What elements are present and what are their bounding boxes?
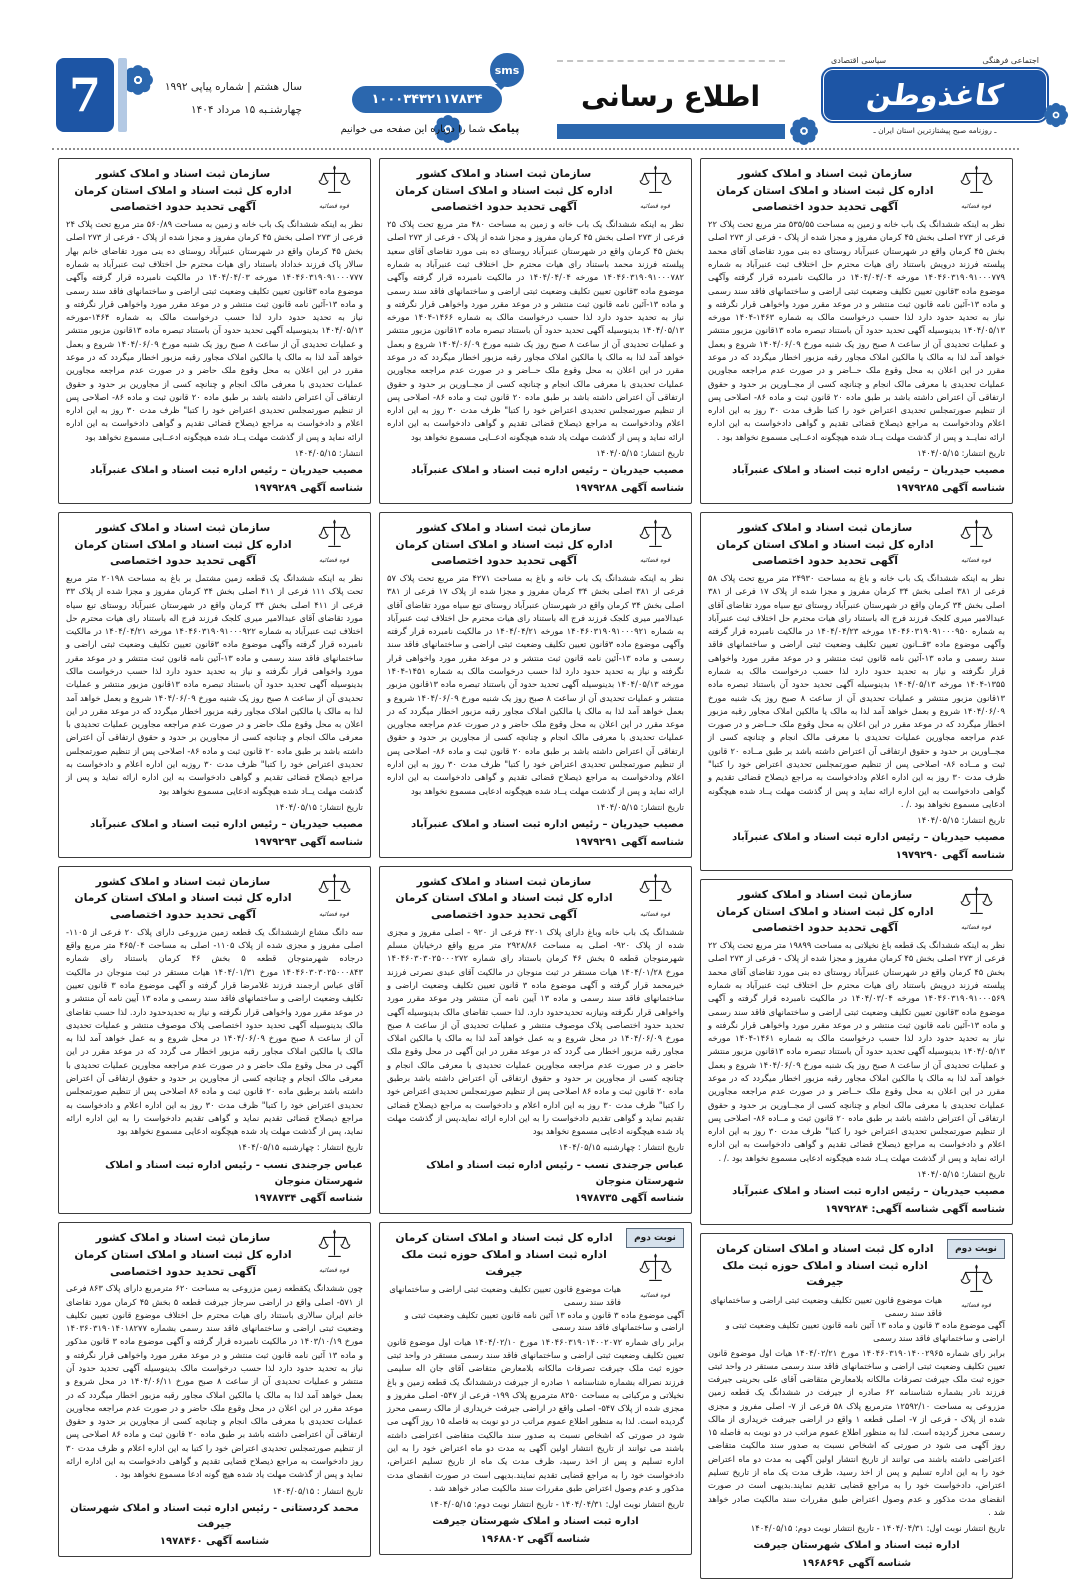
ad-id: شناسه آگهی شناسه آگهی: ۱۹۷۹۲۸۴ (825, 1204, 1005, 1216)
judiciary-caption: قوه قضائیه (961, 1301, 991, 1310)
signer-name: مصیب حیدریان – رئیس اداره ثبت اسناد و املاک عنبرآباد (411, 819, 684, 831)
judiciary-caption: قوه قضائیه (319, 910, 349, 918)
masthead (0, 56, 1071, 156)
notice-header-line: سازمان ثبت اسناد و املاک کشور (737, 167, 913, 180)
legal-notice (58, 866, 371, 1214)
notice-body-text: برابر رای شماره ۱۴۰۴۶۰۳۱۹۰۱۴۰۰۲۹۶۵ مورخ ۱۴۰۴/۰۲/۲۱ هیات اول موضوع قانون تعیین تکلیف وضعیت ثبتی اراضی و ساختمانهای فاقد سند رسمی مستقر در واحد ثبتی حوزه ثبت ملک جیرفت تصرفات مالکانه بلامعارض متقاضی آقای علی بحرینی جیرفت فرزند نادر بشماره شناسنامه ۶۲ صادره از جیرفت در ششدانگ یک قطعه زمین مزروعی به مساحت ۱۲۵۹۲/۱۰ مترمربع پلاک ۵۸ فرعی از ۷- اصلی مفروز و مجزی شده از پلاک - فرعی از ۷- اصلی قطعه ۱ واقع در اراضی جیرفت خریداری از مالک رسمی محرز گردیده است. لذا به منظور اطلاع عموم مراتب در دو نوبت به فاصله ۱۵ روز آگهی می شود در صورتی که اشخاص نسبت به صدور سند مالکیت متقاضی اعتراضی داشته باشند می توانند از تاریخ انتشار اولین آگهی به مدت دو ماه اعتراض خود را به این اداره تسلیم و پس از اخذ رسید، ظرف مدت یک ماه از تاریخ تسلیم اعتراض، دادخواست خود را به مراجع قضایی تقدیم نمایند.بدیهی است در صورت انقضای مدت مذکور و عدم وصول اعتراض طبق مقررات سند مالکیت صادر خواهد شد . (708, 1347, 1006, 1517)
dashed-divider (557, 60, 785, 62)
signer-name: محمد کردستانی - رئیس اداره ثبت اسناد و املاک شهرستان جیرفت (70, 1502, 359, 1530)
title-underline-bar (557, 124, 785, 139)
notice-header-line: سازمان ثبت اسناد و املاک کشور (95, 167, 271, 180)
signer-name: اداره ثبت اسناد و املاک شهرستان جیرفت (753, 1540, 960, 1552)
logo-caption: ـ روزنامه صبح پیشتازترین استان ایران ـ (873, 126, 997, 135)
ad-id: شناسه آگهی ۱۹۷۸۷۳۵ (574, 1193, 684, 1205)
judiciary-caption: قوه قضائیه (319, 556, 349, 565)
newspaper-logo (821, 56, 1049, 135)
logo-title: کاغذوطن (864, 78, 1006, 112)
notice-header-line: اداره کل ثبت اسناد و املاک استان کرمان (395, 1231, 613, 1245)
logo-label-left: سیاسی اقتصادی (831, 56, 887, 65)
ad-id: شناسه آگهی ۱۹۷۹۲۸۹ (253, 483, 363, 495)
notice-subheader-line: آگهی موضوع ماده ۳ قانون و ماده ۱۳ آئین نامه قانون تعیین تکلیف وضعیت ثبتی و اراضی و ساختمانهای فاقد سند رسمی (404, 1309, 684, 1333)
judiciary-scales-icon (639, 872, 672, 907)
notice-header-line: اداره کل ثبت اسناد و املاک استان کرمان (74, 183, 292, 197)
legal-notice (379, 866, 692, 1214)
notice-corner (947, 1239, 1005, 1311)
legal-notice (58, 158, 371, 504)
notices-grid (58, 158, 1013, 1579)
notice-body-text: برابر رای شماره ۱۴۰۴۶۰۳۱۹۰۱۴۰۰۲۰۷۲ مورخ ۱۴۰۴/۰۲/۱۰ هیات اول موضوع قانون تعیین تکلیف وضعیت ثبتی اراضی و ساختمانهای فاقد سند رسمی مستقر در واحد ثبتی حوزه ثبت ملک جیرفت تصرفات مالکانه بلامعارض متقاضی آقای جان اله سلیمی فرزند نصراله بشماره شناسنامه ۱ صادره از جیرفت درششدانگ یک قطعه زمین و باغ نخیلاتی و مرکباتی به مساحت ۸۲۵۰ مترمربع پلاک ۱۹۹- فرعی از ۵۴۷- اصلی مفروز و مجزی شده از پلاک ۵۴۷- اصلی واقع در اراضی جیرفت خریداری از مالک رسمی محرز گردیده است. لذا به منظور اطلاع عموم مراتب در دو نوبت به فاصله ۱۵ روز آگهی می شود در صورتی که اشخاص نسبت به صدور سند مالکیت متقاضی اعتراضی داشته باشند می توانند از تاریخ انتشار اولین آگهی به مدت دو ماه اعتراض خود را به این اداره تسلیم و پس از اخذ رسید، ظرف مدت یک ماه از تاریخ تسلیم اعتراض، دادخواست خود را به مراجع قضایی تقدیم نمایند.بدیهی است در صورت انقضای مدت مذکور و عدم وصول اعتراض طبق مقررات سند مالکیت صادر خواهد شد . (387, 1336, 685, 1493)
sms-caption-text: شما را درباره این صفحه می خوانیم (340, 124, 486, 135)
ad-id: شناسه آگهی ۱۹۷۹۲۹۰ (895, 850, 1005, 862)
judiciary-scales-icon (318, 872, 351, 907)
notice-header-line: سازمان ثبت اسناد و املاک کشور (737, 520, 913, 534)
judiciary-caption: قوه قضائیه (319, 202, 349, 211)
page-section-title: اطلاع رسانی (580, 80, 761, 113)
notice-header-line: اداره کل ثبت اسناد و املاک استان کرمان (395, 537, 613, 551)
notice-header-line: آگهی تحدید حدود اختصاصی (431, 554, 577, 568)
notice-header-line: اداره ثبت اسناد و املاک حوزه ثبت ملک جیرفت (722, 1258, 928, 1289)
notice-body-text: چون ششدانگ یکقطعه زمین مزروعی به مساحت ۶۲۰ مترمربع دارای پلاک ۸۶۳ فرعی از ۵۷۱- اصلی واقع در اراضی سرجاز جیرفت قطعه ۵ بخش ۴۵ کرمان مورد تقاضای خانم ایران سالاری باستناد رای هیات محترم حل اختلاف موضوع قانون تعیین تکلیف وضعیت ثبتی اراضی و ساختمانهای فاقد سند رسمی بشماره ۱۴۰۳۶۰۳۱۹۰۱۴۰۱۸۲۷۷ مورخ ۱۴۰۳/۱۰/۱۹ در مالکیت نامبرده قرار گرفته و آگهی موضوع ماده ۳ قانون مذکور و ماده ۱۳ آئین نامه قانون ثبت منتشر و در موعد مقرر مورد واخواهی قرار نگرفته و نیاز به تحدید حدود دارد لذا حسب درخواست مالک بدینوسیله آگهی تحدید حدود آن منتشر و عملیات تحدیدی آن از ساعت ۸ صبح مورخ ۱۴۰۴/۰۶/۱۱ در محل شروع و بعمل خواهد آمد لذا به مالک یا مالکین املاک مجاور رقبه مزبور اخطار میگردد که در موعد مقرر در این اعلان در محل وقوع ملک حاضر و در صورت عدم مراجعه مجاورین عملیات تحدیدی با معرفی مالک انجام و چنانچه کسی از مجاورین بر حدود و حقوق ارتفاقی آن اعتراضی داشته باشد بر طبق ماده ۲۰ قانون ثبت و ماده ۸۶ اصلاحی پس از تنظیم صورتمجلس تحدیدی اعتراض خود را کتبا به این اداره اعلام و ظرف مدت ۳۰ روز دادخواست به مراجع ذیصلاح قضایی تقدیم و گواهی دادخواست به این اداره ارائه نماید و پس از گذشت مهلت یاد شده هیچ گونه ادعا مسموع نخواهد بود . (66, 1283, 363, 1480)
notice-header-line: اداره کل ثبت اسناد و املاک استان کرمان (74, 891, 292, 905)
notice-corner (305, 518, 363, 566)
notice-header-line: اداره کل ثبت اسناد و املاک استان کرمان (395, 891, 613, 905)
notice-header-line: سازمان ثبت اسناد و املاک کشور (95, 520, 271, 534)
publish-date: تاریخ انتشار: ۱۴۰۴/۰۵/۱۵ (596, 447, 684, 458)
signer-name: مصیب حیدریان – رئیس اداره ثبت اسناد و املاک عنبرآباد (411, 465, 684, 477)
edition-badge: نوبت دوم (947, 1239, 1005, 1259)
sms-number: ۱۰۰۰۳۴۳۲۱۱۷۸۳۴ (352, 86, 502, 113)
notice-header-line: اداره کل ثبت اسناد و املاک استان کرمان (74, 537, 292, 551)
notice-corner (305, 164, 363, 212)
ad-id: شناسه آگهی ۱۹۷۹۲۸۸ (574, 483, 684, 495)
notice-header-line: آگهی تحدید حدود اختصاصی (752, 554, 898, 568)
legal-notice (700, 512, 1013, 871)
judiciary-scales-icon (960, 885, 993, 920)
ad-id: شناسه آگهی ۱۹۷۹۲۹۳ (253, 836, 363, 848)
sms-caption-bold: پیامک (488, 122, 520, 135)
edition-badge: نوبت دوم (626, 1228, 684, 1248)
judiciary-scales-icon (960, 164, 993, 199)
notice-header-line: اداره کل ثبت اسناد و املاک استان کرمان (716, 904, 934, 918)
publish-date: تاریخ انتشار: ۱۴۰۴/۰۵/۱۵ (917, 447, 1005, 458)
notice-corner (626, 1228, 684, 1300)
sms-caption (334, 122, 526, 135)
dotted-divider (52, 148, 1019, 150)
column-middle (379, 158, 692, 1579)
legal-notice (700, 1233, 1013, 1579)
notice-body-text: نظر به اینکه ششدانگ یک باب خانه و باغ به مساحت ۴۲۷۱ متر مربع تحت پلاک ۵۷ فرعی از ۳۸۱ اصلی بخش ۳۴ کرمان مفروز و مجزا شده از پلاک ۱۷ فرعی از ۳۸۱ اصلی بخش ۳۴ کرمان واقع در شهرستان عنبرآباد روستای تبع سیاه مورد تقاضای آقای عبدالامیر میری کلجک فرزند فرج اله باستناد رای هیات محترم حل اختلاف ثبت عنبرآباد به شماره ۱۴۰۴۶۰۳۱۹۰۹۱۰۰۰۹۲۱ مورخه ۱۴۰۴/۰۴/۲۱ در مالکیت نامبرده قرار گرفته وآگهی موضوع ماده ۳قانون تعیین تکلیف وضعیت ثبتی اراضی و ساختمانهای فاقد سند رسمی و ماده ۱۳-آئین نامه قانون ثبت منتشر و در موعد مقرر مورد واخواهی قرار نگرفته و نیاز به تحدید حدود دارد لذا حسب درخواست مالک به شماره ۱۴۵۱-۱۴۰۴ مورخه ۱۴۰۴/۰۵/۱۳ بدینوسیله آگهی تحدید حدود آن باستناد تبصره ماده ۱۳قانون مزبور منتشر و عملیات تحدیدی آن از ساعت ۸ صبح روز یک شنبه مورخ ۱۴۰۴/۰۶/۰۹ شروع و بعمل خواهد آمد لذا به مالک یا مالکین املاک مجاور رقبه مزبور اخطار میگردد که در موعد مقرر در این اعلان به محل وقوع ملک حاضر و در صورت عدم مراجعه مجاورین عملیات تحدیدی با معرفی مالک انجام و چنانچه کسی از مجاورین بر حدود و حقوق ارتفاقی آن اعتراض داشته باشد بر طبق ماده ۲۰ قانون ثبت و ماده ۸۶- اصلاحی پس از تنظیم صورتمجلس تحدیدی اعتراض خود را کتبا" ظرف مدت ۳۰ روز به این اداره اعلام ودادخواست به مراجع ذیصلاح قضائی تقدیم و گواهی دادخواست به این اداره ارائه نماید و پس از گذشت مهلت یــاد شده هیچگونه ادعایی مسموع نخواهد بود (387, 573, 685, 796)
legal-notice (379, 1222, 692, 1555)
notice-body-text: نظر به اینکه ششدانگ یک باب خانه و زمین به مساحت ۵۳۵/۵۵ متر مربع تحت پلاک ۲۲ فرعی از ۲۷۳ اصلی بخش ۴۵ کرمان مفروز و مجزا شده از پلاک - فرعی از ۲۷۳ اصلی بخش ۴۵ کرمان واقع در شهرستان عنبرآباد روستای ده بنی مورد تقاضای آقای محمد پیلسته فرزند درویش باستناد رای هیات محترم حل اختلاف ثبت عنبرآباد به شماره ۱۴۰۴۶۰۳۱۹۰۹۱۰۰۰۷۷۹ مورخه ۱۴۰۴/۰۴/۰۴ در مالکیت نامبرده قرار گرفته وآگهی موضوع ماده ۳قانون تعیین تکلیف وضعیت ثبتی اراضی و ساختمانهای فاقد سند رسمی و ماده ۱۳-آئین نامه قانون ثبت منتشر و در موعد مقرر مورد واخواهی قرار نگرفته و نیاز به تحدید حدود دارد لذا حسب درخواست مالک به شماره ۱۴۶۳-۱۴۰۴ مورخه ۱۴۰۴/۰۵/۱۳ بدینوسیله آگهی تحدید حدود آن باستناد تبصره ماده ۱۳قانون مزبور منتشر و عملیات تحدیدی آن از ساعت ۸ صبح روز یک شنبه مورخ ۱۴۰۴/۰۶/۰۹ شروع و بعمل خواهد آمد لذا به مالک یا مالکین املاک مجاور رقبه مزبور اخطار میگردد که در موعد مقرر در این اعلان به محل وقوع ملک حــاضر و در صورت عدم مراجعه مجاورین عملیات تحدیدی با معرفی مالک انجام و چنانچه کسی از مجــاورین بر حدود و حقوق ارتفاقی آن اعتراض داشته باشد بر طبق ماده ۲۰ قانون ثبت و ماده ۸۶- اصلاحی پس از تنظیم صورتمجلس تحدیدی اعتراض خود را کتبا ظرف مدت ۳۰ روز به این اداره اعلام ودادخواست به مراجع ذیصلاح قضائی تقدیم و گواهی دادخواست به این اداره ارائه نمایــد و پس از گذشت مهلت یــاد شده هیچگونه ادعــایی مسموع نخواهد بود . (708, 219, 1006, 442)
notice-subheader-line: هیات موضوع قانون تعیین تکلیف وضعیت ثبتی اراضی و ساختمانهای فاقد سند رسمی (710, 1295, 942, 1318)
notice-header-line: اداره کل ثبت اسناد و املاک استان کرمان (716, 1241, 934, 1255)
publish-date: تاریخ انتشار نوبت اول: ۱۴۰۴/۰۴/۳۱ - تاریخ انتشار نوبت دوم: ۱۴۰۴/۰۵/۱۵ (750, 1523, 1005, 1534)
judiciary-caption: قوه قضائیه (640, 910, 670, 918)
ad-id: شناسه آگهی ۱۹۶۸۶۹۶ (801, 1558, 912, 1570)
notice-header-line: سازمان ثبت اسناد و املاک کشور (737, 888, 913, 901)
page-number-stripe (118, 58, 127, 132)
legal-notice (700, 879, 1013, 1225)
notice-header-line: آگهی تحدید حدود اختصاصی (110, 1264, 256, 1278)
publish-date: انتشار: ۱۴۰۴/۰۵/۱۵ (294, 447, 363, 458)
notice-header-line: سازمان ثبت اسناد و املاک کشور (416, 520, 592, 534)
notice-header-line: سازمان ثبت اسناد و املاک کشور (95, 1231, 271, 1245)
ad-id: شناسه آگهی ۱۹۷۸۴۶۰ (159, 1536, 270, 1548)
publish-date: تاریخ انتشار: ۱۴۰۴/۰۵/۱۵ (596, 801, 684, 812)
notice-header-line: اداره کل ثبت اسناد و املاک استان کرمان (74, 1247, 292, 1261)
notice-corner (947, 518, 1005, 566)
notice-header-line: آگهی تحدید حدود اختصاصی (110, 200, 256, 214)
flower-ornament-icon (789, 116, 819, 146)
notice-corner (626, 872, 684, 920)
notice-corner (305, 872, 363, 920)
notice-header-line: اداره ثبت اسناد و املاک حوزه ثبت ملک جیرفت (401, 1247, 607, 1278)
legal-notice (379, 512, 692, 858)
signer-name: مصیب حیدریان – رئیس اداره ثبت اسناد و املاک عنبرآباد (732, 832, 1005, 844)
signer-name: مصیب حیدریان – رئیس اداره ثبت اسناد و املاک عنبرآباد (732, 465, 1005, 477)
judiciary-caption: قوه قضائیه (961, 556, 991, 565)
publish-date: تاریخ انتشار نوبت اول: ۱۴۰۴/۰۴/۳۱ - تاریخ انتشار نوبت دوم: ۱۴۰۴/۰۵/۱۵ (429, 1499, 684, 1510)
judiciary-scales-icon (318, 518, 351, 553)
judiciary-caption: قوه قضائیه (640, 556, 670, 565)
date-line: چهارشنـبه ۱۵ مرداد ۱۴۰۴ (191, 103, 302, 116)
logo-label-right: اجتماعی فرهنگی (982, 56, 1039, 65)
judiciary-caption: قوه قضائیه (961, 202, 991, 211)
notice-corner (626, 518, 684, 566)
sms-bubble-text: sms (494, 63, 520, 77)
notice-corner (305, 1228, 363, 1276)
notice-corner (947, 885, 1005, 933)
page-number: 7 (56, 58, 114, 132)
notice-header-line: آگهی تحدید حدود اختصاصی (110, 554, 256, 568)
notice-corner (626, 164, 684, 212)
judiciary-scales-icon (639, 518, 672, 553)
notice-header-line: آگهی تحدید حدود اختصاصی (431, 908, 577, 922)
notice-corner (947, 164, 1005, 212)
notice-body-text: نظر به اینکه ششدانگ یک قطعه زمین مشتمل بر باغ به مساحت ۲۰۱۹۸ متر مربع تحت پلاک ۱۱۱ فرعی از ۴۱۱ اصلی بخش ۳۴ کرمان مفروز و مجزا شده از پلاک ۳۳ فرعی از ۴۱۱ اصلی بخش ۳۴ کرمان واقع در شهرستان عنبرآباد روستای تبع سیاه مورد تقاضای آقای عبدالامیر میری کلجک فرزند فرج اله باستناد رای هیات محترم حل اختلاف ثبت عنبرآباد به شماره ۱۴۰۴۶۰۳۱۹۰۹۱۰۰۰۹۲۲ مورخه ۱۴۰۴/۰۴/۲۱ در مالکیت نامبرده قرار گرفته وآگهی موضوع ماده ۳قانون تعیین تکلیف وضعیت ثبتی اراضی و ساختمانهای فاقد سند رسمی و ماده ۱۳-آئین نامه قانون ثبت منتشر و در موعد مقرر مورد واخواهی قرار نگرفته و نیاز به تحدید حدود دارد لذا حسب درخواست مالک بدینوسیله آگهی تحدید حدود آن باستناد تبصره ماده ۱۳قانون مزبور منتشر و عملیات تحدیدی آن از ساعت ۸ صبح روز یک شنبه مورخ ۱۴۰۴/۰۶/۰۹ شروع و بعمل خواهد آمد لذا به مالک یا مالکین املاک مجاور رقبه مزبور اخطار میگردد که در موعد مقرر در این اعلان به محل وقوع ملک حاضر و در صورت عدم مراجعه مجاورین عملیات تحدیدی با معرفی مالک انجام و چنانچه کسی از مجاورین بر حدود و حقوق ارتفاقی آن اعتراض داشته باشد بر طبق ماده ۲۰ قانون ثبت و ماده ۸۶- اصلاحی پس از تنظیم صورتمجلس تحدیدی اعتراض خود را کتبا" ظرف مدت ۳۰ روزبه این اداره اعلام و دادخواست به مراجع ذیصلاح قضائی تقدیم و گواهی دادخواست به این اداره ارائه نماید و پس از گذشت مهلت یــاد شده هیچگونه ادعایی مسموع نخواهد بود (66, 573, 364, 796)
judiciary-scales-icon (639, 1252, 672, 1287)
issue-line: سال هشتم | شماره پیاپی ۱۹۹۲ (164, 81, 302, 93)
notice-header-line: سازمان ثبت اسناد و املاک کشور (416, 874, 592, 888)
publish-date: تاریخ انتشار: ۱۴۰۴/۰۵/۱۵ (917, 815, 1005, 826)
notice-header-line: اداره کل ثبت اسناد و املاک استان کرمان (716, 537, 934, 551)
notice-subheader-line: آگهی موضوع ماده ۳ قانون و ماده ۱۳ آئین نامه قانون تعیین تکلیف وضعیت ثبتی و اراضی و ساختمانهای فاقد سند رسمی (725, 1320, 1005, 1343)
column-right (700, 158, 1013, 1579)
judiciary-scales-icon (960, 518, 993, 553)
logo-labels (821, 56, 1049, 65)
signer-name: مصیب حیدریان – رئیس اداره ثبت اسناد و املاک عنبرآباد (732, 1186, 1005, 1198)
notice-body-text: نظر به اینکه ششدانگ یک قطعه باغ نخیلاتی به مساحت ۱۹۸۹۹ متر مربع تحت پلاک ۲۲ فرعی از ۲۷۳ اصلی بخش ۴۵ کرمان مفروز و مجزا شده از پلاک - فرعی از ۲۷۳ اصلی بخش ۴۵ کرمان واقع در شهرستان عنبرآباد روستای ده بنی مورد تقاضای آقای محمد پیلسته فرزند درویش باستناد رای هیات محترم حل اختلاف ثبت عنبرآباد به شماره ۱۴۰۴۶۰۳۱۹۰۹۱۰۰۰۵۶۹ مورخه ۱۴۰۴/۰۳/۰۴ در مالکیت نامبرده قرار گرفته و آگهی موضوع ماده ۳قانون تعیین تکلیف وضعیت ثبتی اراضی و ساختمانهای فاقد سند رسمی و ماده ۱۳-آئین نامه قانون ثبت منتشر و در موعد مقرر مورد واخواهی قرار نگرفته و نیاز به تحدید حدود دارد لذا حسب درخواست مالک به شماره ۱۴۶۱-۱۴۰۴ مورخه ۱۴۰۴/۰۵/۱۳ بدینوسیله آگهی تحدید حدود آن باستناد تبصره ماده ۱۳قانون مزبور منتشر و عملیات تحدیدی آن از ساعت ۸ صبح روز یک شنبه مورخ ۱۴۰۴/۰۶/۰۹ شروع و بعمل خواهد آمد لذا به مالک یا مالکین املاک مجاور رقبه مزبور اخطار میگردد که در موعد مقرر در این اعلان به محل وقوع ملک حــاضر و در صورت عدم مراجعه مجاورین عملیات تحدیدی با معرفی مالک انجام و چنانچه کسی از مجــاورین بر حدود و حقوق ارتفاقی آن اعتراض داشته باشد بر طبق ماده ۲۰ قانون ثبت و مــاده ۸۶- اصلاحی پس از تنظیم صورتمجلس تحدیدی اعتراض خود را کتبا" ظرف مدت ۳۰ روز به این اداره اعلام و دادخواست به مراجع ذیصلاح قضائی تقدیم و گواهی دادخواست به این اداره ارائه نماید و پس از گذشت مهلت یــاد شده هیچگونه ادعایی مسموع نخواهد بود ./ . (708, 940, 1005, 1163)
publish-date: تاریخ انتشار: ۱۴۰۴/۰۵/۱۵ (917, 1168, 1005, 1179)
judiciary-caption: قوه قضائیه (961, 923, 991, 932)
column-left (58, 158, 371, 1579)
ad-id: شناسه آگهی ۱۹۷۹۲۸۵ (895, 483, 1005, 495)
signer-name: مصیب حیدریان – رئیس اداره ثبت اسناد و املاک عنبرآباد (90, 819, 363, 831)
ad-id: شناسه آگهی ۱۹۶۸۸۰۲ (480, 1534, 591, 1546)
publish-date: تاریخ انتشار : ۱۴۰۴/۰۵/۱۵ (272, 1485, 363, 1496)
notice-subheader-line: هیات موضوع قانون تعیین تکلیف وضعیت ثبتی اراضی و ساختمانهای فاقد سند رسمی (389, 1284, 621, 1307)
publish-date: تاریخ انتشار : چهارشنبه ۱۴۰۴/۰۵/۱۵ (237, 1142, 363, 1153)
notice-body-text: نظر به اینکه ششدانگ یک باب خانه و زمین به مساحت ۴۸۰ متر مربع تحت پلاک ۲۵ فرعی از ۲۷۳ اصلی بخش ۴۵ کرمان مفروز و مجزا شده از پلاک - فرعی از ۲۷۳ اصلی بخش ۴۵ کرمان واقع در شهرستان عنبرآباد روستای ده بنی مورد تقاضای آقای سعید پیلسته فرزند محمد باستناد رای هیات محترم حل اختلاف ثبت عنبرآباد به شماره ۱۴۰۴۶۰۳۱۹۰۹۱۰۰۰۷۸۲ مورخه ۱۴۰۴/۰۴/۰۴ در مالکیت نامبرده قرار گرفته وآگهی موضوع ماده ۳قانون تعیین تکلیف وضعیت ثبتی اراضی و ساختمانهای فاقد سند رسمی و ماده ۱۳-آئین نامه قانون ثبت منتشر و در موعد مقرر مورد واخواهی قرار نگرفته و نیاز به تحدید حدود دارد لذا حسب درخواست مالک به شماره ۱۴۶۶-۱۴۰۴ مورخه ۱۴۰۴/۰۵/۱۳ بدینوسیله آگهی تحدید حدود آن باستناد تبصره ماده ۱۳قانون مزبور منتشر و عملیات تحدیدی آن از ساعت ۸ صبح روز یک شنبه مورخ ۱۴۰۴/۰۶/۰۹ شروع و بعمل خواهد آمد لذا به مالک یا مالکین املاک مجاور رقبه مزبور اخطار میگردد که در موعد مقرر در این اعلان به محل وقوع ملک حــاضر و در صورت عدم مراجعه مجاورین عملیات تحدیدی با معرفی مالک انجام و چنانچه کسی از مجــاورین بر حدود و حقوق ارتفاقی آن اعتراض داشته باشد بر طبق ماده ۲۰ قانون ثبت و ماده ۸۶- اصلاحی پس از تنظیم صورتمجلس تحدیدی اعتراض خود را کتبا" ظرف مدت ۳۰ روز به این اداره اعلام ودادخواست به مراجع ذیصلاح قضائی تقدیم و گواهی دادخواست به این اداره ارائه نماید و پس از گذشت مهلت یاد شده هیچگونه ادعــایی مسموع نخواهد بود (387, 219, 685, 442)
notice-header-line: اداره کل ثبت اسناد و املاک استان کرمان (716, 183, 934, 197)
signer-name: عباس جرجندی نسب - رئیس اداره ثبت اسناد و املاک شهرستان منوجان (426, 1159, 684, 1187)
page-number-block (56, 56, 134, 136)
sms-bubble-icon (487, 50, 527, 90)
notice-header-line: سازمان ثبت اسناد و املاک کشور (416, 167, 592, 180)
signer-name: مصیب حیدریان – رئیس اداره ثبت اسناد و املاک عنبرآباد (90, 465, 363, 477)
signer-name: عباس جرجندی نسب - رئیس اداره ثبت اسناد و املاک شهرستان منوجان (105, 1159, 363, 1187)
legal-notice (58, 1222, 371, 1557)
notice-header-line: اداره کل ثبت اسناد و املاک استان کرمان (395, 183, 613, 197)
legal-notice (700, 158, 1013, 504)
judiciary-caption: قوه قضائیه (640, 1290, 670, 1299)
publish-date: تاریخ انتشار : چهارشنبه ۱۴۰۴/۰۵/۱۵ (558, 1142, 684, 1153)
notice-header-line: آگهی تحدید حدود اختصاصی (431, 200, 577, 214)
notice-header-line: آگهی تحدید حدود اختصاصی (110, 908, 256, 922)
issue-info (130, 76, 302, 121)
judiciary-scales-icon (960, 1263, 993, 1298)
notice-header-line: سازمان ثبت اسناد و املاک کشور (95, 874, 271, 888)
judiciary-scales-icon (639, 164, 672, 199)
notice-header-line: آگهی تحدید حدود اختصاصی (752, 921, 898, 935)
legal-notice (58, 512, 371, 858)
notice-header-line: آگهی تحدید حدود اختصاصی (752, 200, 898, 214)
flower-ornament-icon (1043, 102, 1069, 128)
publish-date: تاریخ انتشار: ۱۴۰۴/۰۵/۱۵ (275, 801, 363, 812)
ad-id: شناسه آگهی ۱۹۷۸۷۳۴ (253, 1193, 363, 1205)
judiciary-caption: قوه قضائیه (319, 1266, 349, 1275)
notice-body-text: نظر به اینکه ششدانگ یک باب خانه و زمین به مساحت ۵۶۰/۸۹ متر مربع تحت پلاک ۲۴ فرعی از ۲۷۳ اصلی بخش ۴۵ کرمان مفروز و مجزا شده از پلاک - فرعی از ۲۷۳ اصلی بخش ۴۵ کرمان واقع در شهرستان عنبرآباد روستای ده بنی مورد تقاضای خانم بهار سالار پاک فرزند خداداد باستناد رای هیات محترم حل اختلاف ثبت عنبرآباد به شماره ۱۴۰۴۶۰۳۱۹۰۹۱۰۰۰۷۷۷ مورخه ۱۴۰۴/۰۴/۰۳ در مالکیت نامبرده قرار گرفته وآگهی موضوع ماده ۳قانون تعیین تکلیف وضعیت ثبتی اراضی و ساختمانهای فاقد سند رسمی و ماده ۱۳-آئین نامه قانون ثبت منتشر و در موعد مقرر مورد واخواهی قرار نگرفته و نیاز به تحدید حدود دارد لذا حسب درخواست مالک به شماره ۱۴۶۴-مورخه ۱۴۰۴/۰۵/۱۳ بدینوسیله آگهی تحدید حدود آن باستناد تبصره ماده ۱۳قانون مزبور منتشر و عملیات تحدیدی آن از ساعت ۸ صبح روز یک شنبه مورخ ۱۴۰۴/۰۶/۰۹ شروع و بعمل خواهد آمد لذا به مالک یا مالکین املاک مجاور رقبه مزبور اخطار میگردد که در موعد مقرر در این اعلان به محل وقوع ملک حاضر و در صورت عدم مراجعه مجاورین عملیات تحدیدی با معرفی مالک انجام و چنانچه کسی از مجاورین بر حدود و حقوق ارتفاقی آن اعتراض داشته باشد بر طبق ماده ۲۰ قانون ثبت و ماده ۸۶- اصلاحی پس از تنظیم صورتمجلس تحدیدی اعتراض خود را کتبا" ظرف مدت ۳۰ روز به این اداره اعلام و دادخواست به مراجع ذیصلاح قضائی تقدیم و گواهی دادخواست به این اداره ارائه نماید و پس از گذشت مهلت یــاد شده هیچگونه ادعــایی مسموع نخواهد بود (66, 219, 364, 442)
judiciary-scales-icon (318, 164, 351, 199)
notice-body-text: نظر به اینکه ششدانگ یک باب خانه و باغ به مساحت ۲۴۹۳۰ متر مربع تحت پلاک ۵۸ فرعی از ۳۸۱ اصلی بخش ۳۴ کرمان مفروز و مجزا شده از پلاک ۱۷ فرعی از ۳۸۱ اصلی بخش ۳۴ کرمان واقع در شهرستان عنبرآباد روستای تبع سیاه مورد تقاضای آقای عبدالامیر میری کلجک فرزند فرج اله باستناد رای هیات محترم حل اختلاف ثبت عنبرآباد به شماره ۱۴۰۴۶۰۳۱۹۰۹۱۰۰۰۹۵۰ مورخه ۱۴۰۴/۰۴/۲۳ در مالکیت نامبرده قرار گرفته وآگهی موضوع ماده ۳قــانون تعیین تکلیف وضعیت ثبتی اراضی و ساختمانهای فاقد سند رسمی و ماده ۱۳-آئین نامه قانون ثبت منتشر و در موعد مقرر مورد واخواهی قرار نگرفته و نیاز به تحدید حدود دارد لذا حسب درخواست مالک به شماره ۱۳۵۵-۱۴۰۴ مورخه ۱۴۰۴/۰۵/۱۳ بدینوسیله آگهی تحدید حدود آن باستناد تبصره ماده ۱۳قانون مزبور منتشر و عملیات تحدیدی آن از ساعت ۸ صبح روز یک شنبه مورخ ۱۴۰۴/۰۶/۰۹ شروع و بعمل خواهد آمد لذا به مالک یا مالکین املاک مجاور رقبه مزبور اخطار میگردد که در موعد مقرر در این اعلان به محل وقوع ملک حــاضر و در صورت عدم مراجعه مجاورین عملیات تحدیدی با معرفی مالک انجام و چنانچه کسی از مجــاورین بر حدود و حقوق ارتفاقی آن اعتراض داشته باشد بر طبق مــاده ۲۰ قانون ثبت و مــاده ۸۶- اصلاحی پس از تنظیم صورتمجلس تحدیدی اعتراض خود را کتبا" ظرف مدت ۳۰ روز به این اداره اعلام ودادخواست به مراجع ذیصلاح قضائی تقدیم و گواهی دادخواست به این اداره ارائه نماید و پس از گذشت مهلت یــاد شده هیچگونه ادعایی مسموع نخواهد بود ./ . (708, 573, 1006, 809)
judiciary-caption: قوه قضائیه (640, 202, 670, 211)
notice-body-text: ششدانگ یک باب خانه وباغ دارای پلاک ۴۲۰۱ فرعی از ۹۲۰ - اصلی مفروز و مجزی شده از پلاک ۹۲۰- اصلی به مساحت ۲۹۲۸/۸۶ متر مربع واقع درخیابان مسلم شهرمنوجان قطعه ۵ بخش ۴۶ کرمان باستناد رای شماره ۱۴۰۴۶۰۳۰۳۰۲۵۰۰۰۲۷۲ مورخ ۱۴۰۴/۰۱/۲۸ هیات مستقر در ثبت منوجان در مالکیت آقای عبدی نصرتی فرزند خیرمحمد قرار گرفته و آگهی موضوع ماده ۳ قانون تعیین تکلیف وضعیت اراضی و ساختمانهای فاقد سند رسمی و ماده ۱۳ آیین نامه آن منتشر ودر موعد مقرر مورد واخواهی قرار نگرفته ونیازبه تحدیدحدود دارد. لذا حسب تقاضای مالک بدینوسیله آگهی تحدید حدود اختصاصی پلاک موصوف منتشر و عملیات تحدیدی آن از ساعت ۸ صبح مورخ ۱۴۰۴/۰۶/۰۹ در محل شروع و به عمل خواهد آمد لذا به مالک یا مالکین املاک مجاور رقبه مزبور اخطار می گردد که در موعد مقرر در این آگهی در محل وقوع ملک حاضر و در صورت عدم مراجعه مجاورین عملیات تحدیدی با معرفی مالک انجام و چنانچه کسی از مجاورین بر حدود و حقوق ارتفاقی آن اعتراض داشته باشد برطبق ماده ۲۰ قانون ثبت و ماده ۸۶ اصلاحی پس از تنظیم صورتمجلس تحدیدی اعتراض خود را کتبا" ظرف مدت ۳۰ روز به این اداره اعلام و دادخواست به مراجع ذیصلاح قضائی تقدیم نماید و گواهی تقدیم دادخواست را به این اداره ارائه نماید،پس از گذشت مهلت یاد شده هیچگونه ادعایی مسموع نخواهد بود (387, 926, 685, 1137)
legal-notice (379, 158, 692, 504)
judiciary-scales-icon (318, 1228, 351, 1263)
signer-name: اداره ثبت اسناد و املاک شهرستان جیرفت (432, 1516, 639, 1528)
logo-box (821, 67, 1049, 123)
notice-body-text: سه دانگ مشاع ازششدانگ یک قطعه زمین مزروعی دارای پلاک ۲۰ فرعی از ۱۱۰۵- اصلی مفروز و مجزی شده از پلاک ۱۱۰۵- اصلی به مساحت ۴۶۵/۰۴ متر مربع واقع درجاده شهرمنوجان قطعه ۵ بخش ۴۶ کرمان باستناد رای شماره ۱۴۰۴۶۰۳۰۳۰۲۵۰۰۰۸۴۳ مورخ ۱۴۰۴/۰۱/۳۱ هیات مستقر در ثبت منوجان در مالکیت آقای عباس ارجمند فرزند غلامرضا قرار گرفته و آگهی موضوع ماده ۳ قانون تعیین تکلیف وضعیت اراضی و ساختمانهای فاقد سند رسمی و ماده ۱۳ آیین نامه آن منتشر و در موعد مقرر مورد واخواهی قرار نگرفته و نیاز به تحدیدحدود دارد. لذا حسب تقاضای مالک بدینوسیله آگهی تحدید حدود اختصاصی پلاک موصوف منتشر و عملیات تحدیدی آن از ساعت ۸ صبح مورخ ۱۴۰۴/۰۶/۰۹ در محل شروع و به عمل خواهد آمد لذا به مالک یا مالکین املاک مجاور رقبه مزبور اخطار می گردد که در موعد مقرر در این آگهی در محل وقوع ملک حاضر و در صورت عدم مراجعه مجاورین عملیات تحدیدی با معرفی مالک انجام و چنانچه کسی از مجاورین بر حدود و حقوق ارتفاقی آن اعتراض داشته باشد برطبق ماده ۲۰ قانون ثبت و ماده ۸۶ اصلاحی پس از تنظیم صورتمجلس تحدیدی اعتراض خود را کتبا" ظرف مدت ۳۰ روز به این اداره اعلام و دادخواست به مراجع ذیصلاح قضائی تقدیم نماید و گواهی تقدیم دادخواست را به این اداره ارائه نماید، پس از گذشت مهلت یاد شده هیچگونه ادعایی مسموع نخواهد بود (66, 926, 364, 1137)
ad-id: شناسه آگهی ۱۹۷۹۲۹۱ (574, 836, 684, 848)
